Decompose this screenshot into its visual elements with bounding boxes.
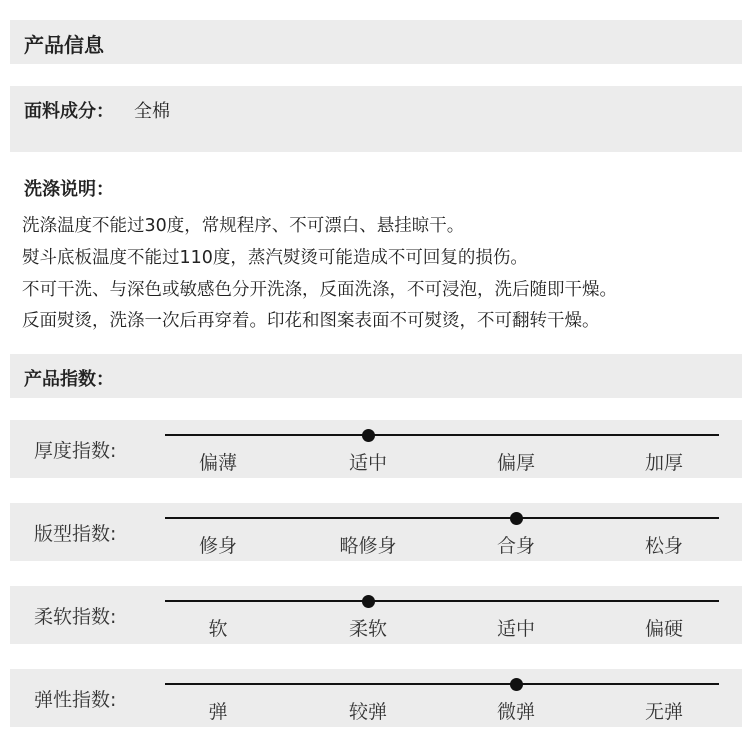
index-scale-line [165, 683, 719, 685]
index-scale-line [165, 434, 719, 436]
index-marker [362, 595, 375, 608]
index-option: 适中 [496, 618, 535, 640]
index-label: 柔软指数: [34, 606, 117, 628]
index-option: 加厚 [644, 452, 683, 474]
index-row [10, 420, 742, 478]
index-scale-line [165, 517, 719, 519]
wash-line: 洗涤温度不能过30度，常规程序、不可漂白、悬挂晾干。 [22, 216, 465, 236]
index-option: 略修身 [339, 535, 397, 557]
fabric-value: 全棉 [134, 101, 170, 122]
index-row [10, 586, 742, 644]
index-option: 柔软 [348, 618, 387, 640]
index-marker [510, 678, 523, 691]
product-info-header [10, 20, 742, 64]
index-marker [362, 429, 375, 442]
index-label: 弹性指数: [34, 689, 117, 711]
index-option: 适中 [348, 452, 387, 474]
index-option: 偏薄 [198, 452, 237, 474]
index-option: 修身 [198, 535, 237, 557]
index-option: 较弹 [348, 701, 387, 723]
index-option: 偏厚 [496, 452, 535, 474]
product-index-header [10, 354, 742, 398]
index-row [10, 669, 742, 727]
wash-line: 不可干洗、与深色或敏感色分开洗涤，反面洗涤，不可浸泡，洗后随即干燥。 [22, 280, 617, 300]
index-option: 弹 [208, 701, 228, 723]
index-label: 版型指数: [34, 523, 117, 545]
index-label: 厚度指数: [34, 440, 117, 462]
index-option: 合身 [496, 535, 535, 557]
index-option: 微弹 [496, 701, 535, 723]
wash-line: 熨斗底板温度不能过110度，蒸汽熨烫可能造成不可回复的损伤。 [22, 248, 528, 268]
index-option: 松身 [644, 535, 683, 557]
index-option: 无弹 [644, 701, 683, 723]
fabric-composition-section [10, 86, 742, 152]
index-marker [510, 512, 523, 525]
index-option: 软 [208, 618, 228, 640]
index-row [10, 503, 742, 561]
index-scale-line [165, 600, 719, 602]
wash-instructions-title: 洗涤说明： [24, 179, 114, 200]
product-index-title: 产品指数： [24, 369, 114, 390]
wash-line: 反面熨烫，洗涤一次后再穿着。印花和图案表面不可熨烫，不可翻转干燥。 [22, 311, 600, 331]
product-info-title: 产品信息 [24, 33, 104, 57]
index-option: 偏硬 [644, 618, 683, 640]
fabric-label: 面料成分： [24, 101, 114, 122]
